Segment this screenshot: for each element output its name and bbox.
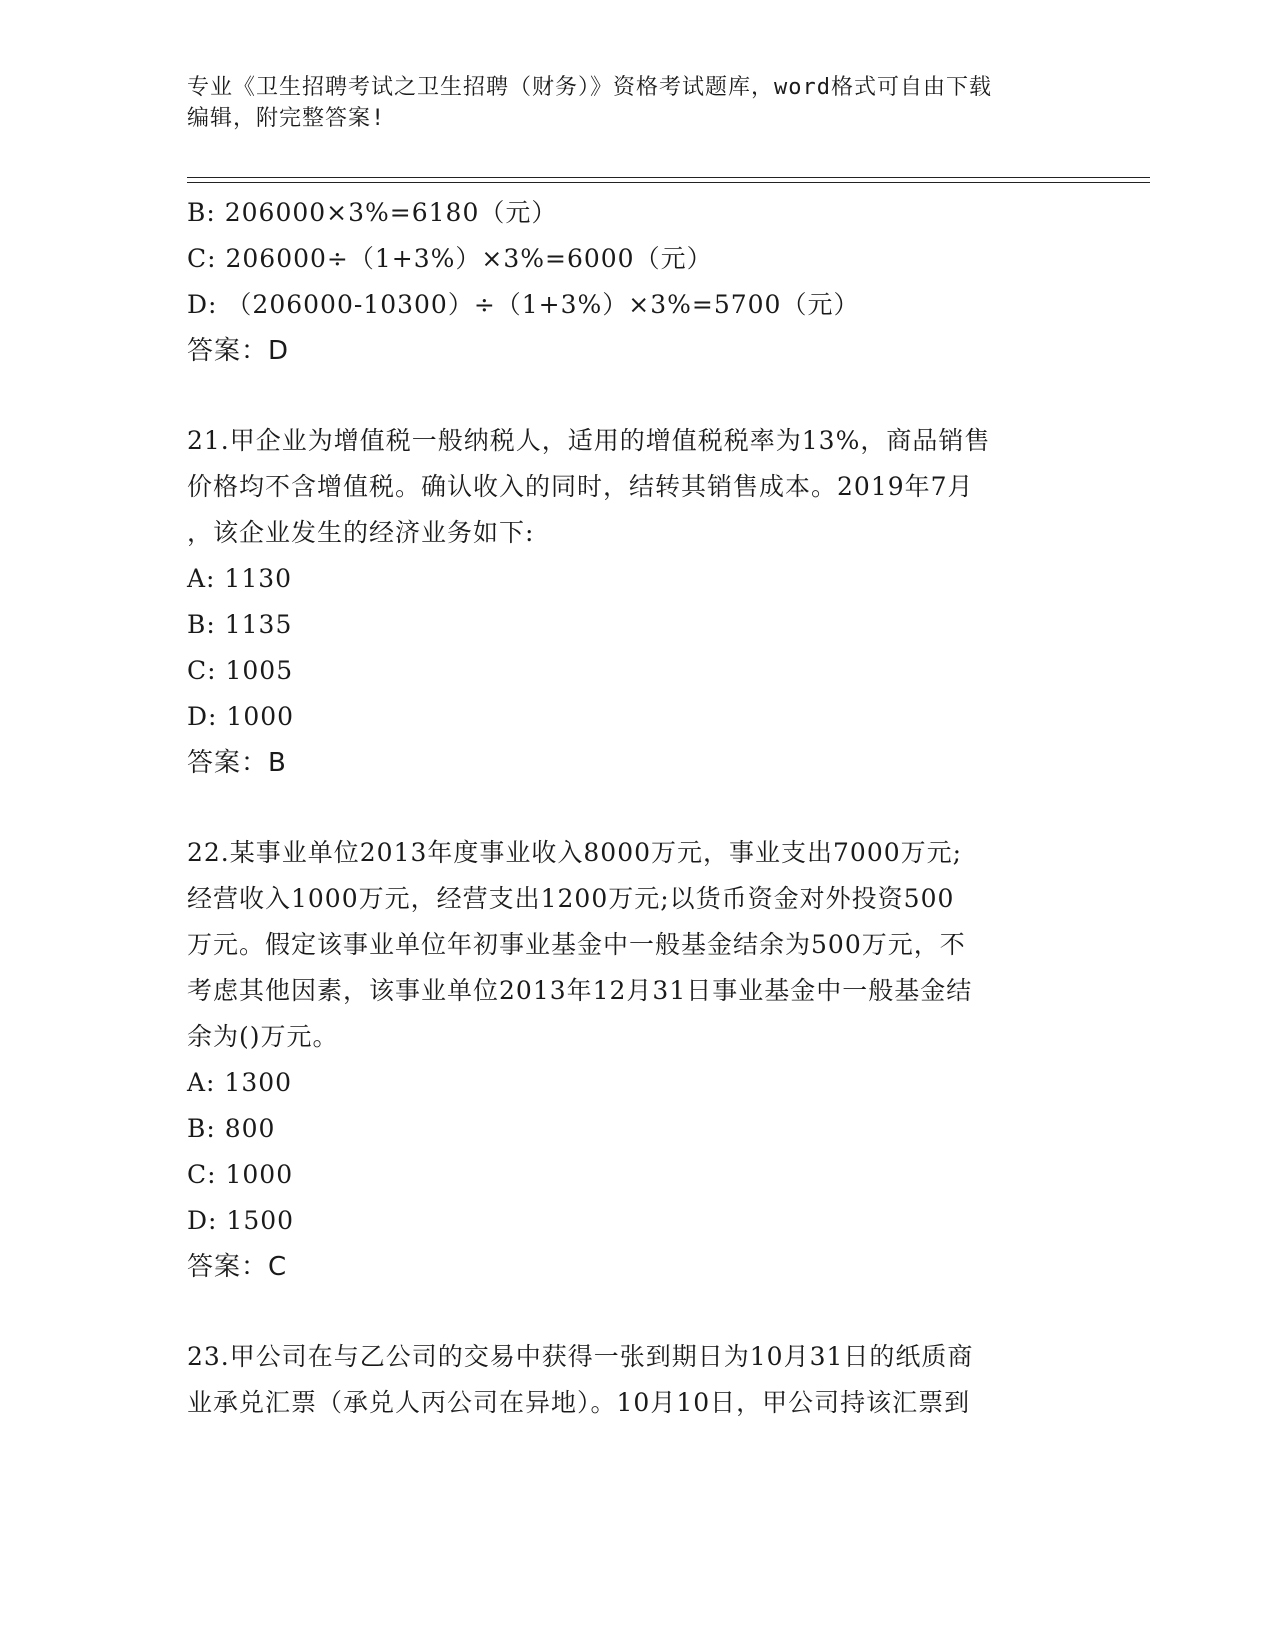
option-b: B: 1135 (187, 610, 293, 639)
option-c: C: 206000÷（1+3%）×3%=6000（元） (187, 244, 713, 273)
question-text-line: 价格均不含增值税。确认收入的同时，结转其销售成本。2019年7月 (187, 472, 974, 501)
option-a: A: 1300 (187, 1068, 293, 1097)
option-c: C: 1000 (187, 1160, 294, 1189)
question-content (187, 190, 1087, 1426)
question-text-line: 余为()万元。 (187, 1022, 339, 1051)
option-d: D: 1000 (187, 702, 295, 731)
header-divider-top (187, 177, 1150, 178)
question-text-line: ，该企业发生的经济业务如下: (187, 518, 535, 547)
header-line-1: 专业《卫生招聘考试之卫生招聘（财务）》资格考试题库，word格式可自由下载 (187, 75, 992, 100)
question-text-line: 22.某事业单位2013年度事业收入8000万元，事业支出7000万元; (187, 838, 963, 867)
answer: 答案：D (187, 336, 290, 366)
question-text-line: 23.甲公司在与乙公司的交易中获得一张到期日为10月31日的纸质商 (187, 1342, 974, 1371)
option-a: A: 1130 (187, 564, 293, 593)
question-text-line: 21.甲企业为增值税一般纳税人，适用的增值税税率为13%，商品销售 (187, 426, 991, 455)
question-21 (187, 418, 1087, 786)
answer: 答案：C (187, 1252, 288, 1282)
previous-question-tail (187, 190, 1087, 374)
question-text-line: 业承兑汇票（承兑人丙公司在异地）。10月10日，甲公司持该汇票到 (187, 1388, 971, 1417)
question-text-line: 经营收入1000万元，经营支出1200万元;以货币资金对外投资500 (187, 884, 955, 913)
option-b: B: 800 (187, 1114, 276, 1143)
header-line-2: 编辑，附完整答案! (187, 106, 386, 131)
question-22 (187, 830, 1087, 1290)
answer: 答案：B (187, 748, 287, 778)
option-b: B: 206000×3%=6180（元） (187, 198, 558, 227)
question-text-line: 考虑其他因素，该事业单位2013年12月31日事业基金中一般基金结 (187, 976, 973, 1005)
page-header (187, 72, 1067, 134)
question-text-line: 万元。假定该事业单位年初事业基金中一般基金结余为500万元，不 (187, 930, 966, 959)
header-divider-bottom (187, 182, 1150, 183)
option-d: D: （206000-10300）÷（1+3%）×3%=5700（元） (187, 290, 860, 319)
question-23 (187, 1334, 1087, 1426)
option-c: C: 1005 (187, 656, 294, 685)
option-d: D: 1500 (187, 1206, 295, 1235)
